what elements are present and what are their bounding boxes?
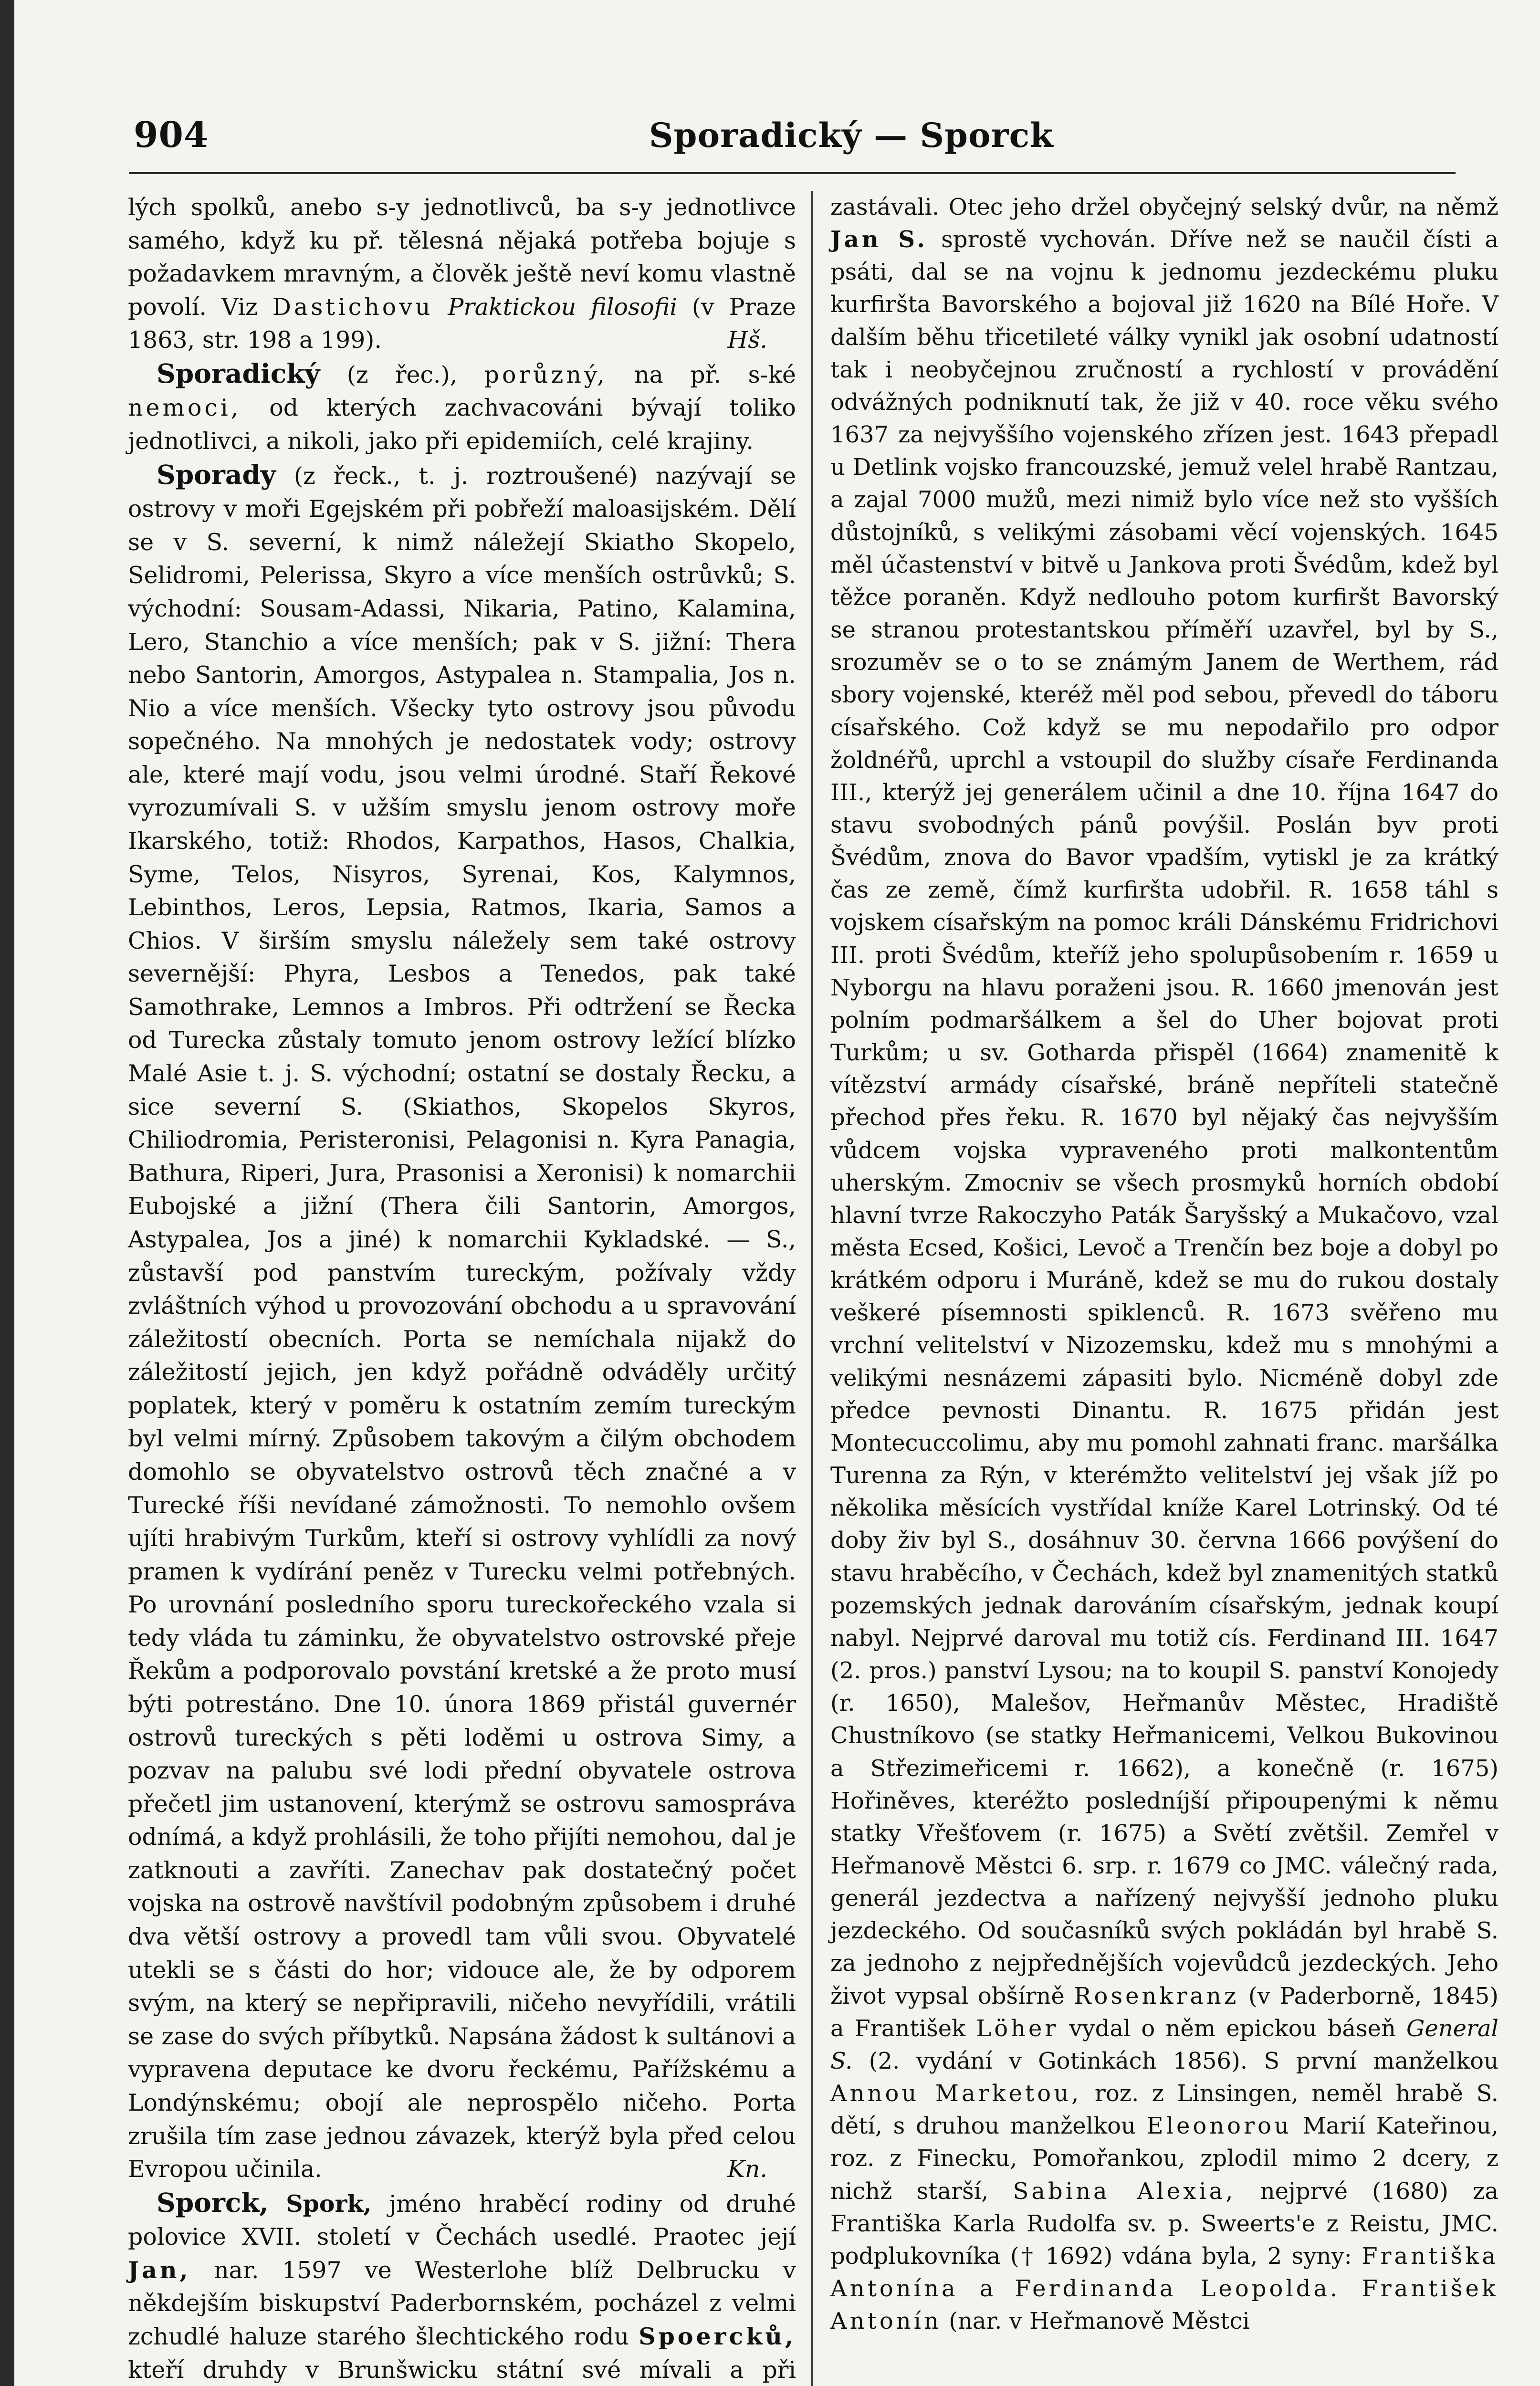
headword: Sporck, — [157, 2187, 269, 2218]
author-signature: Hš. — [727, 326, 767, 354]
text: na př. s-ké — [634, 361, 796, 388]
running-head: Sporadický — Sporck — [649, 115, 1054, 155]
person-name: Löher — [976, 2015, 1059, 2042]
person-name: Ferdinanda Leopolda. — [1015, 2275, 1341, 2302]
text: (z řeck., t. j. roztroušené) nazývají se ostrovy v moři Egejském při pobřeží maloasijském. Dělí se v S. severní, k nimž náležejí Skiatho Skopelo, Selidromi, Pelerissa, Skyro a více menších ostrůvků; S. východní: Sousam-Adassi, Nikaria, Patino, Kalamina, Lero, Stanchio a více menších; pak v S. jižní: Thera nebo Santorin, Amorgos, Astypalea n. Stampalia, Jos n. Nio a více menších. Všecky tyto ostrovy jsou původu sopečného. Na mnohých je nedostatek vody; ostrovy ale, které mají vodu, jsou velmi úrodné. Staří Řekové vyrozumívali S. v užším smyslu jenom ostrovy moře Ikarského, totiž: Rhodos, Karpathos, Hasos, Chalkia, Syme, Telos, Nisyros, Syrenai, Kos, Kalymnos, Lebinthos, Leros, Lepsia, Ratmos, Ikaria, Samos a Chios. V širším smyslu náležely sem také ostrovy severnější: Phyra, Lesbos a Tenedos, pak také Samothrake, Lemnos a Imbros. Při odtržení se Řecka od Turecka zůstaly tomuto jenom ostrovy ležící blízko Malé Asie t. j. S. východní; ostatní se dostaly Řecku, a sice severní S. (Skiathos, Skopelos Skyros, Chiliodromia, Peristeronisi, Pelagonisi n. Kyra Panagia, Bathura, Riperi, Jura, Prasonisi a Xeronisi) k nomarchii Eubojské a jižní (Thera čili Santorin, Amorgos, Astypalea, Jos a jiné) k nomarchii Kykladské. — S., zůstavší pod panstvím tureckým, požívaly vždy zvláštních výhod u provozování obchodu a u spravování záležitostí obecních. Porta se nemíchala nijakž do záležitostí jejich, jen když pořádně odváděly určitý poplatek, který v poměru k ostatním zemím tureckým byl velmi mírný. Způsobem takovým a čilým obchodem domohlo se obyvatelstvo ostrovů těch značné a v Turecké říši nevídané zámožnosti. To nemohlo ovšem ujíti hrabivým Turkům, kteří si ostrovy vyhlídli za nový pramen k vydírání peněz v Turecku velmi potřebných. Po urovnání posledního sporu tureckořeckého vzala si tedy vláda tu záminku, že obyvatelstvo ostrovské přeje Řekům a podporovalo povstání kretské a že proto musí býti potrestáno. Dne 10. února 1869 přistál guvernér ostrovů tureckých s pěti loděmi u ostrova Simy, a pozvav na palubu své lodi přední obyvatele ostrova přečetl jim ustanovení, kterýmž se ostrovu samospráva odnímá, a když prohlásili, že toho přijíti nemohou, dal je zatknouti a zavříti. Zanechav pak dostatečný počet vojska na ostrově navštívil podobným způsobem i druhé dva větší ostrovy a provedl tam vůli svou. Obyvatelé utekli se s části do hor; vidouce ale, že by odporem svým, na který se nepřipravili, ničeho nevyřídili, vrátili se zase do svých příbytků. Napsána žádost k sultánovi a vypravena deputace ke dvoru řeckému, Pařížskému a Londýnskému; obojí ale neprospělo ničeho. Porta zrušila tím zase jednou závazek, kterýž byla před celou Evropou učinila. — [128, 462, 796, 2183]
person-name: Annou Marketou, — [830, 2080, 1082, 2107]
person-name: Jan S. — [830, 226, 928, 253]
text: od kterých zachvacováni bývají toliko jednotlivci, a nikoli, jako při epidemiích, celé krajiny. — [128, 394, 796, 455]
scan-edge — [0, 0, 14, 2386]
text: zastávali. Otec jeho držel obyčejný selský dvůr, na němž — [830, 194, 1498, 220]
entry-sporady — [128, 458, 796, 2186]
author-name: Dastichovu — [272, 293, 433, 321]
text: nar. 1597 ve Westerlohe blíž Delbrucku v někdejším biskupství Paderbornském, pocházel z velmi zchudlé haluze starého šlechtického rodu — [128, 2256, 796, 2350]
column-rule — [811, 191, 813, 2386]
text: jméno hraběcí rodiny od druhé polovice XVII. století v Čechách usedlé. Praotec její — [128, 2190, 796, 2251]
text: kteří druhdy v Brunšwicku státní své mívali a při — [128, 2356, 796, 2384]
book-title: Praktickou filosofii — [448, 293, 678, 321]
right-column — [830, 191, 1498, 2337]
person-name: František Antonín — [830, 2275, 1499, 2335]
person-name: Spoercků, — [639, 2323, 796, 2350]
text: nejprvé (1680) za Františka Karla Rudolfa sv. p. Sweerts'e z Reistu, JMC. podplukovníka († 1692) vdána byla, 2 syny: — [830, 2177, 1499, 2270]
headword: Sporadický — [157, 357, 320, 389]
text: Marií Kateřinou, roz. z Finecku, Pomořankou, zplodil mimo 2 dcery, z nichž starší, — [830, 2113, 1498, 2205]
text: (v Paderborně, 1845) a František — [830, 1982, 1498, 2042]
entry-sporck — [128, 2186, 796, 2386]
person-name: Eleonorou — [1146, 2113, 1292, 2140]
text: (2. vydání v Gotinkách 1856). S první manželkou — [869, 2047, 1498, 2074]
page-number: 904 — [134, 115, 209, 156]
header-rule — [129, 172, 1456, 174]
person-name: Jan, — [128, 2256, 191, 2284]
paragraph-continuation — [128, 191, 796, 357]
left-column — [128, 191, 796, 2386]
text: vydal o něm epickou báseň — [1069, 2015, 1396, 2042]
text: sprostě vychován. Dříve než se naučil čísti a psáti, dal se na vojnu k jednomu jezdeckému pluku kurfiršta Bavorského a bojoval již 1620 na Bílé Hoře. V dalším běhu třicetileté války vynikl jak osobní udatností tak i neobyčejnou zručností a rychlostí v provádění odvážných podniknutí tak, že již v 40. roce věku svého 1637 za nejvyššího vojenského zřízen jest. 1643 přepadl u Detlink vojsko francouzské, jemuž velel hrabě Rantzau, a zajal 7000 mužů, mezi nimiž bylo více než sto vyšších důstojníků, s velikými zásobami věcí vojenských. 1645 měl účastenství v bitvě u Jankova proti Švédům, kdež byl těžce poraněn. Když nedlouho potom kurfiršt Bavorský se stranou protestantskou příměří uzavřel, byl by S., srozuměv se o to se známým Janem de Werthem, rád sbory vojenské, kteréž měl pod sebou, převedl do táboru císařského. Což když se mu nepodařilo pro odpor žoldnéřů, uprchl a vstoupil do služby císaře Ferdinanda III., kterýž jej generálem učinil a dne 10. října 1647 do stavu svobodných pánů povýšil. Poslán byv proti Švédům, znova do Bavor vpadším, vytiskl je za krátký čas ze země, čímž kurfiršta udobřil. R. 1658 táhl s vojskem císařským na pomoc králi Dánskému Fridrichovi III. proti Švédům, kteříž jeho spolupůsobením r. 1659 u Nyborgu na hlavu poraženi jsou. R. 1660 jmenován jest polním podmaršálkem a šel do Uher bojovat proti Turkům; u sv. Gotharda přispěl (1664) znamenitě k vítězství armády císařské, bráně nepříteli statečně přechod přes řeku. R. 1670 byl nějaký čas nejvyšším vůdcem vojska vypraveného proti malkontentům uherským. Zmocniv se všech prosmyků horních období hlavní tvrze Rakoczyho Paták Šaryšský a Mukačovo, vzal města Ecsed, Košici, Levoč a Trenčín bez boje a dobyl po krátkém odporu i Muráně, kdež se mu do rukou dostaly veškeré písemnosti spiklenců. R. 1673 svěřeno mu vrchní velitelství v Nizozemsku, kdež mu s mnohými a velikými nesnázemi zápasiti bylo. Nicméně dobyl zde předce pevnosti Dinantu. R. 1675 přidán jest Montecuccolimu, aby mu pomohl zahnati franc. maršálka Turenna za Rýn, v kterémžto velitelství jej však jíž po několika měsících vystřídal kníže Karel Lotrinský. Od té doby živ byl S., dosáhnuv 30. června 1666 povýšení do stavu hraběcího, v Čechách, kdež byl znamenitých statků pozemských jednak darováním císařským, jednak koupí nabyl. Nejprvé daroval mu totiž cís. Ferdinand III. 1647 (2. pros.) panství Lysou; na to koupil S. panství Konojedy (r. 1650), Malešov, Heřmanův Městec, Hradiště Chustníkovo (se statky Heřmanicemi, Velkou Bukovinou a Střezimeřicemi r. 1662), a konečně (r. 1675) Hořiněves, kteréžto posledníjší připoupenými k němu statky Vřešťovem (r. 1675) a Světí zvětšil. Zemřel v Heřmanově Městci 6. srp. r. 1679 co JMC. válečný rada, generál jezdectva a nařízený nejvyšší jednoho pluku jezdeckého. Od současníků svých pokládán byl hrabě S. za jednoho z nejpřednějších vojevůdců jezdeckých. Jeho život vypsal obšírně — [830, 226, 1498, 2009]
term: porůzný, — [484, 361, 608, 388]
paragraph-continuation — [830, 191, 1498, 2337]
text: (nar. v Heřmanově Městci — [949, 2308, 1250, 2335]
text: (v Praze 1863, str. 198 a 199). — [128, 293, 796, 354]
author-signature: Kn. — [727, 2156, 767, 2183]
headword: Sporady — [157, 459, 276, 490]
book-title: General S. — [830, 2015, 1498, 2074]
entry-sporadicky — [128, 357, 796, 458]
person-name: Rosenkranz — [1074, 1982, 1239, 2009]
text: a — [979, 2275, 994, 2302]
text: (z řec.), — [346, 361, 458, 388]
term: nemoci, — [128, 394, 241, 422]
person-name: Sabina Alexia, — [1013, 2177, 1236, 2205]
person-name: Františka Antonína — [830, 2242, 1498, 2302]
text: roz. z Linsingen, neměl hrabě S. dětí, s druhou manželkou — [830, 2080, 1499, 2140]
alt-headword: Spork, — [286, 2189, 372, 2218]
text: lých spolků, anebo s-y jednotlivců, ba s-y jednotlivce samého, když ku př. tělesná nějaká potřeba bojuje s požadavkem mravným, a člověk ještě neví komu vlastně povolí. Viz — [128, 194, 796, 321]
